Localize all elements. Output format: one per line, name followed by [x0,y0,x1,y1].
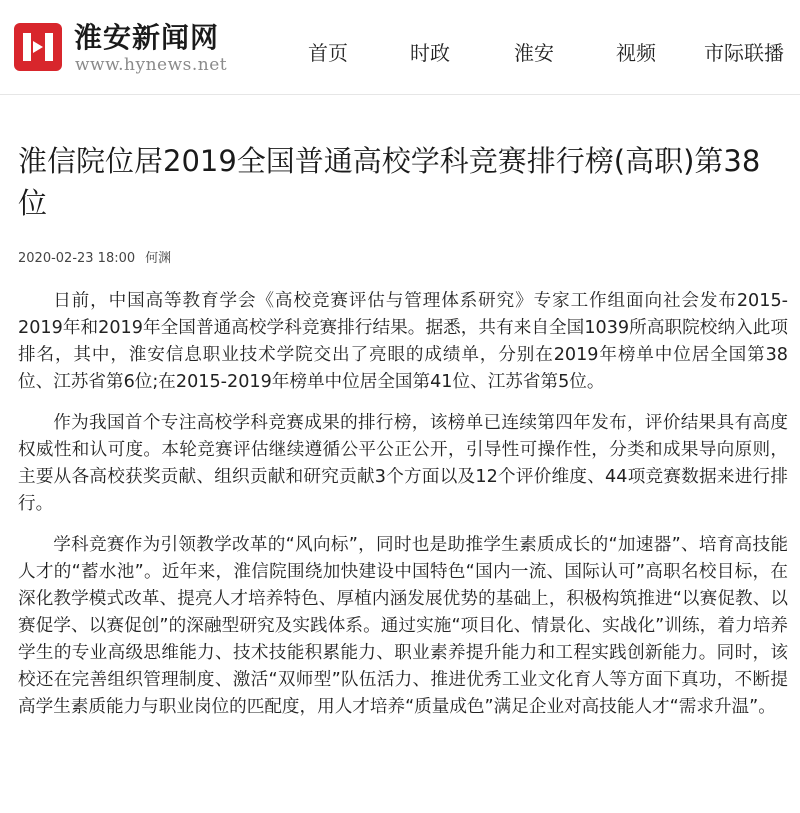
site-header [0,0,800,95]
nav-item-city-broadcast[interactable]: 市际联播 [704,41,784,65]
nav-item-video[interactable]: 视频 [616,41,656,65]
article-meta [18,250,788,268]
article-paragraph: 日前，中国高等教育学会《高校竞赛评估与管理体系研究》专家工作组面向社会发布2015-2019年和2019年全国普通高校学科竞赛排行结果。据悉，共有来自全国1039所高职院校纳入此项排名，其中，淮安信息职业技术学院交出了亮眼的成绩单，分别在2019年榜单中位居全国第38位、江苏省第6位;在2015-2019年榜单中位居全国第41位、江苏省第5位。 [18,291,788,392]
article-date: 2020-02-23 18:00 [18,251,136,266]
nav-item-home[interactable]: 首页 [308,41,348,65]
article [18,140,788,735]
article-paragraph: 作为我国首个专注高校学科竞赛成果的排行榜，该榜单已连续第四年发布，评价结果具有高度权威性和认可度。本轮竞赛评估继续遵循公平公正公开，引导性可操作性，分类和成果导向原则，主要从各高校获奖贡献、组织贡献和研究贡献3个方面以及12个评价维度、44项竞赛数据来进行排行。 [18,413,788,514]
article-body [18,288,788,721]
nav-item-huaian[interactable]: 淮安 [514,41,554,65]
site-name[interactable]: 淮安新闻网 [74,21,220,54]
article-author: 何渊 [145,251,172,266]
article-title: 淮信院位居2019全国普通高校学科竞赛排行榜(高职)第38位 [18,144,761,220]
site-url: www.hynews.net [75,55,228,75]
article-paragraph: 学科竞赛作为引领教学改革的“风向标”，同时也是助推学生素质成长的“加速器”、培育高技能人才的“蓄水池”。近年来，淮信院围绕加快建设中国特色“国内一流、国际认可”高职名校目标，在深化教学模式改革、提亮人才培养特色、厚植内涵发展优势的基础上，积极构筑推进“以赛促教、以赛促学、以赛促创”的深融型研究及实践体系。通过实施“项目化、情景化、实战化”训练，着力培养学生的专业高级思维能力、技术技能积累能力、职业素养提升能力和工程实践创新能力。同时，该校还在完善组织管理制度、激活“双师型”队伍活力、推进优秀工业文化育人等方面下真功，不断提高学生素质能力与职业岗位的匹配度，用人才培养“质量成色”满足企业对高技能人才“需求升温”。 [18,535,788,717]
logo-icon[interactable] [14,23,62,71]
logo-mark-icon [14,23,62,71]
nav-item-politics[interactable]: 时政 [410,41,450,65]
